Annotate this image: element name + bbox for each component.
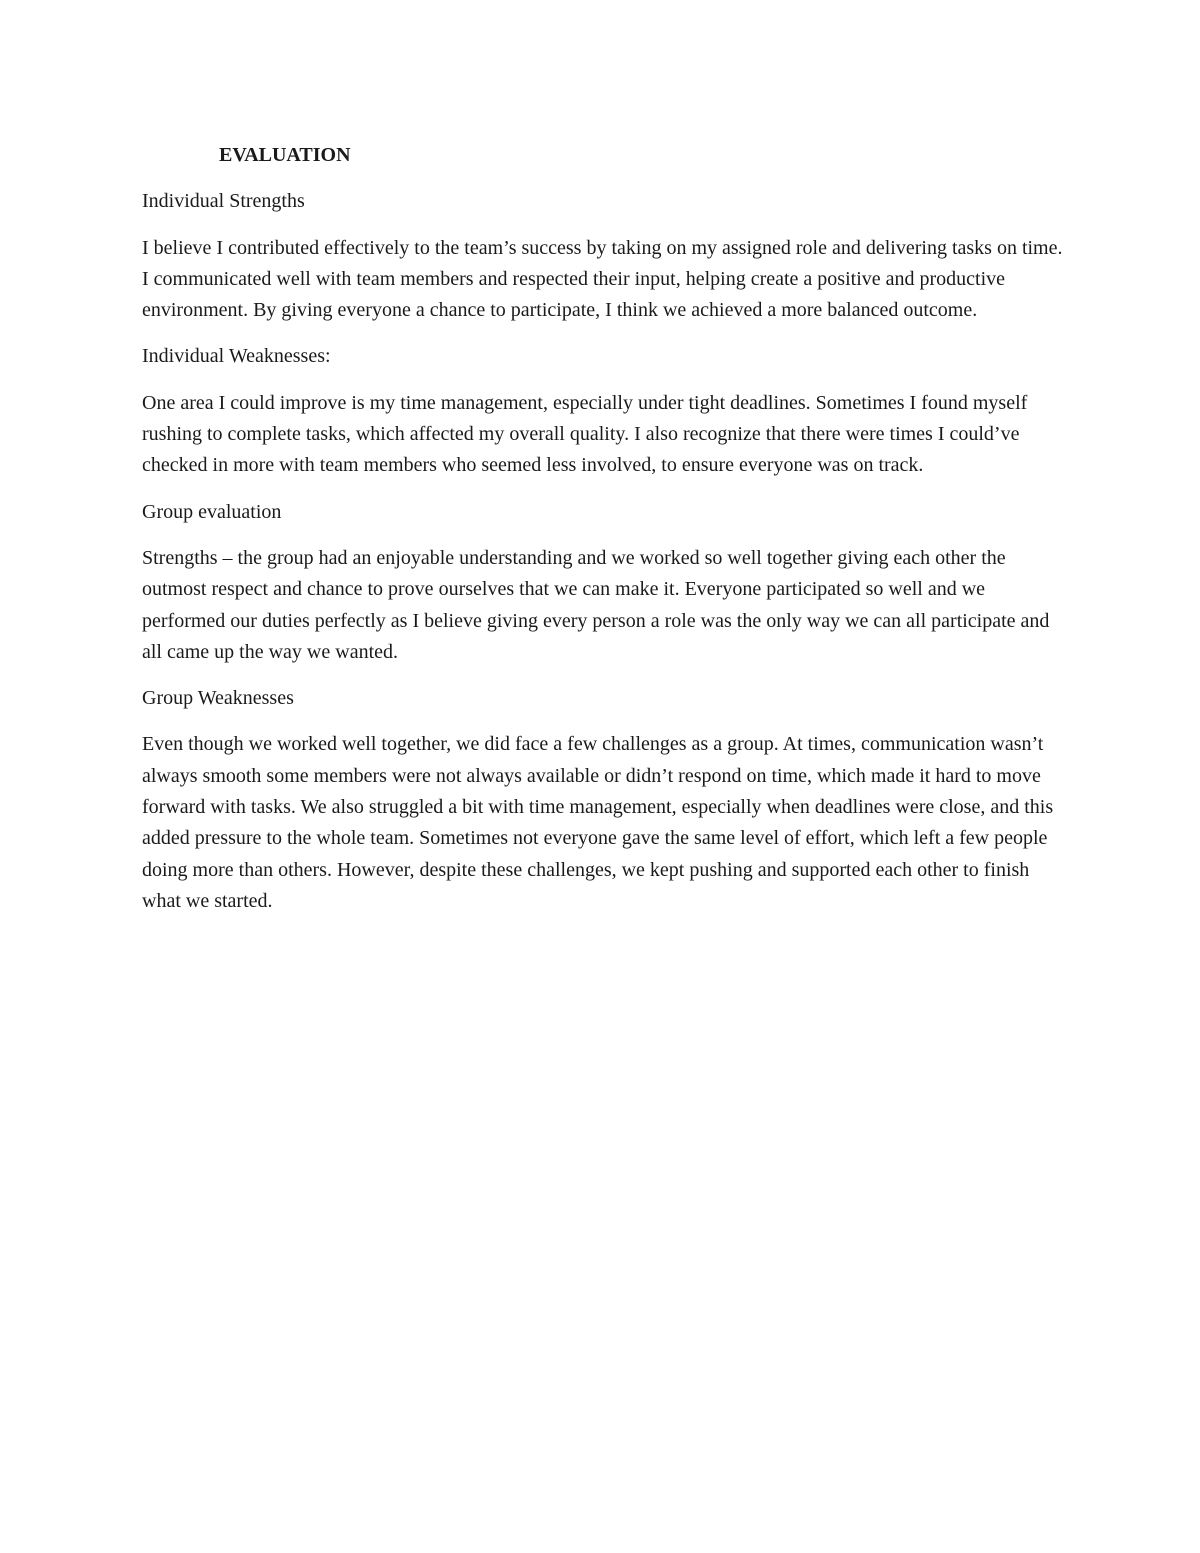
section-paragraph-individual-strengths: I believe I contributed effectively to the team’s success by taking on my assigned role and delivering tasks on time. I communicated well with team members and respected their input, helping create a positive and productive environment. By giving everyone a chance to participate, I think we achieved a more balanced outcome. bbox=[142, 236, 1063, 322]
document-body bbox=[142, 140, 1072, 932]
section-heading-group-evaluation: Group evaluation bbox=[142, 500, 282, 523]
section-heading-group-weaknesses: Group Weaknesses bbox=[142, 687, 294, 710]
section-paragraph-individual-weaknesses: One area I could improve is my time management, especially under tight deadlines. Sometimes I found myself rushing to complete tasks, which affected my overall quality. I also recognize that there were times I could’ve checked in more with team members who seemed less involved, to ensure everyone was on track. bbox=[142, 391, 1028, 477]
document-title: EVALUATION bbox=[219, 144, 351, 166]
section-paragraph-group-evaluation: Strengths – the group had an enjoyable understanding and we worked so well together giving each other the outmost respect and chance to prove ourselves that we can make it. Everyone participated so well and we performed our duties perfectly as I believe giving every person a role was the only way we can all participate and all came up the way we wanted. bbox=[142, 546, 1050, 663]
section-paragraph-group-weaknesses: Even though we worked well together, we did face a few challenges as a group. At times, communication wasn’t always smooth some members were not always available or didn’t respond on time, which made it hard to move forward with tasks. We also struggled a bit with time management, especially when deadlines were close, and this added pressure to the whole team. Sometimes not everyone gave the same level of effort, which left a few people doing more than others. However, despite these challenges, we kept pushing and supported each other to finish what we started. bbox=[142, 733, 1054, 912]
section-heading-individual-strengths: Individual Strengths bbox=[142, 190, 305, 213]
section-heading-individual-weaknesses: Individual Weaknesses: bbox=[142, 345, 331, 368]
